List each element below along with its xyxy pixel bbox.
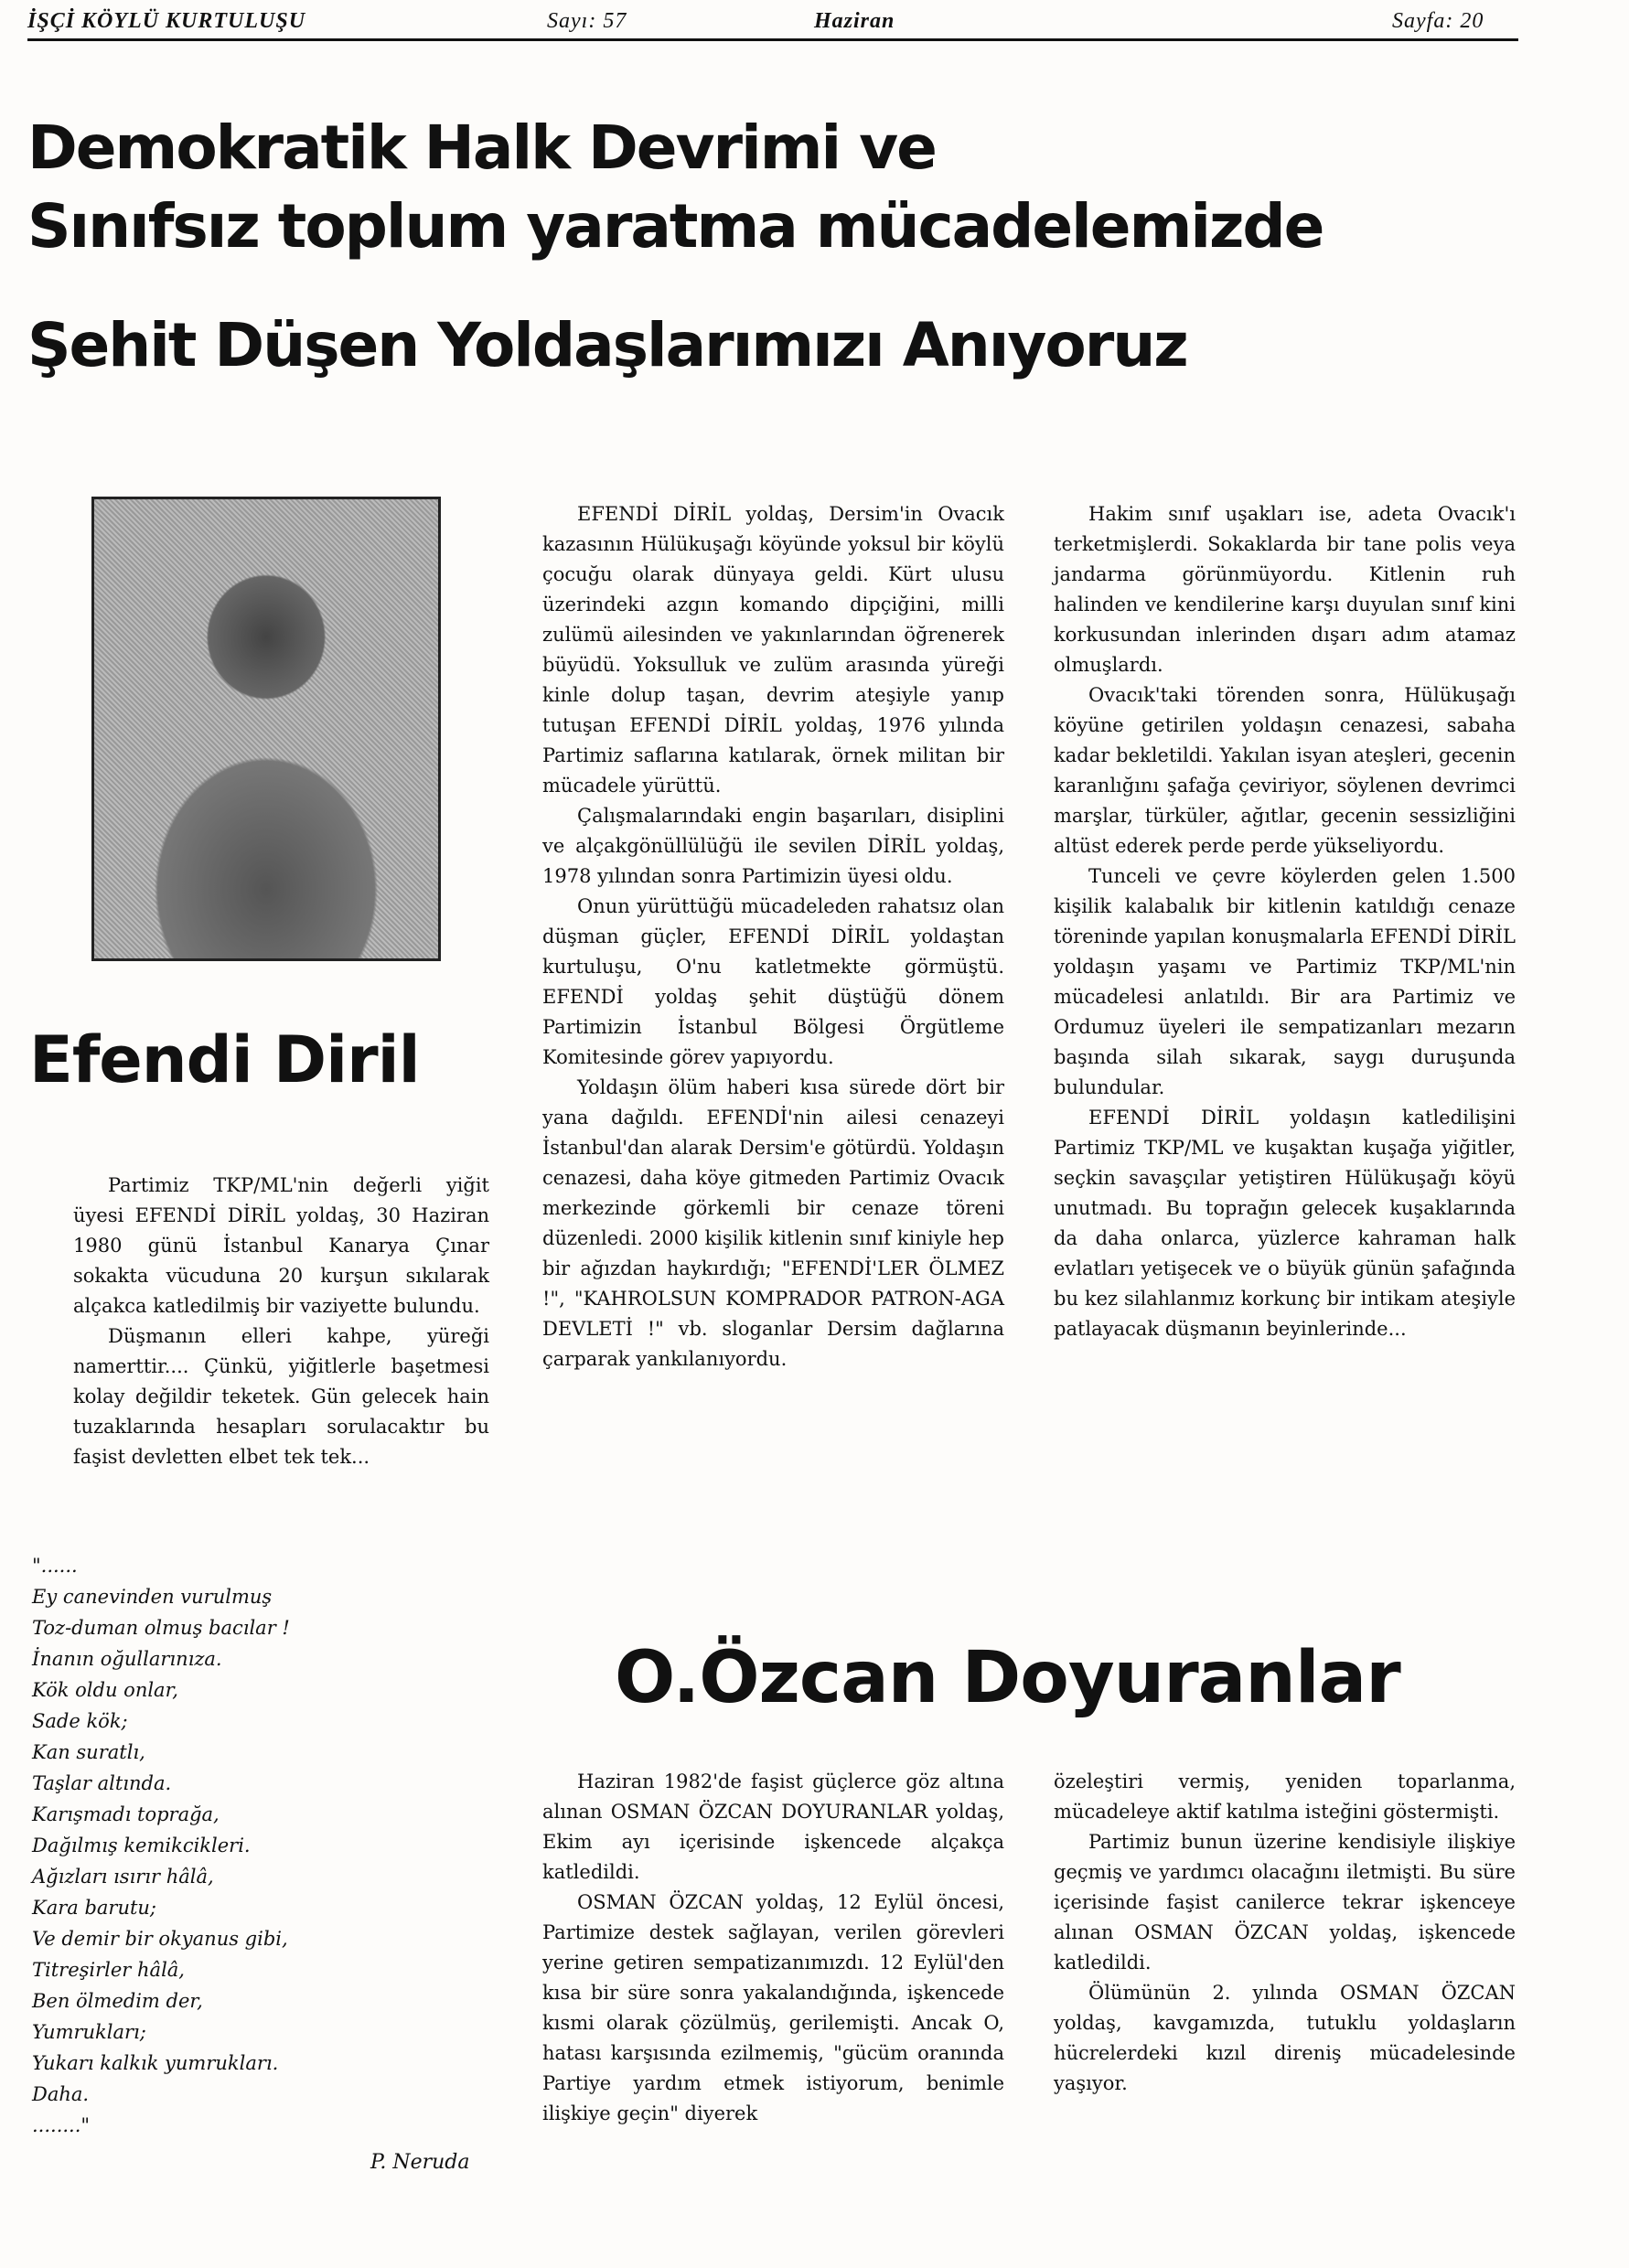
header-rule <box>27 38 1518 41</box>
paragraph: özeleştiri vermiş, yeniden toparlanma, mücadeleye aktif katılma isteğini göstermişti. <box>1054 1771 1516 1823</box>
paragraph: EFENDİ DİRİL yoldaş, Dersim'in Ovacık kazasının Hülükuşağı köyünde yoksul bir köylü çocuğu olarak dünyaya geldi. Kürt ulusu üzerindeki azgın komando dipçiğini, milli zulümü ailesinden ve yakınlarından öğrenerek büyüdü. Yoksulluk ve zulüm arasında yüreği kinle dolup taşan, devrim ateşiyle yanıp tutuşan EFENDİ DİRİL yoldaş, 1976 yılında Partimiz saflarına katılarak, örnek militan bir mücadele yürüttü. <box>542 503 1004 797</box>
paragraph: Çalışmalarındaki engin başarıları, disiplini ve alçakgönüllülüğü ile sevilen DİRİL yoldaş, 1978 yılından sonra Partimizin üyesi oldu. <box>542 805 1004 887</box>
poem-line: Kan suratlı, <box>32 1741 145 1763</box>
poem-line: Sade kök; <box>32 1710 128 1732</box>
poem-line: Kök oldu onlar, <box>32 1679 178 1701</box>
headline-line-1: Demokratik Halk Devrimi ve <box>27 112 936 183</box>
article1-column-1 <box>73 1171 489 1472</box>
paragraph: Partimiz bunun üzerine kendisiyle ilişkiye geçmiş ve yardımcı olacağını iletmişti. Bu süre içerisinde faşist canilerce tekrar işkenceye alınan OSMAN ÖZCAN yoldaş, işkencede katledildi. <box>1054 1831 1516 1974</box>
poem-line: Ben ölmedim der, <box>32 1990 203 2012</box>
poem-line: Kara barutu; <box>32 1897 157 1919</box>
publication-name: İŞÇİ KÖYLÜ KURTULUŞU <box>27 9 306 33</box>
paragraph: OSMAN ÖZCAN yoldaş, 12 Eylül öncesi, Partimize destek sağlayan, verilen görevleri yerine getiren sempatizanımızdı. 12 Eylül'den kısa bir süre sonra yakalandığında, işkencede kısmi olarak çözülmüş, gerilemişti. Ancak O, hatası karşısında ezilmemiş, "gücüm oranında Partiye yardım etmek istiyorum, benimle ilişkiye geçin" diyerek <box>542 1891 1004 2124</box>
paragraph: Onun yürüttüğü mücadeleden rahatsız olan düşman güçler, EFENDİ DİRİL yoldaştan kurtuluşu, O'nu katletmekte görmüştü. EFENDİ yoldaş şehit düştüğü dönem Partimizin İstanbul Bölgesi Örgütleme Komitesinde görev yapıyordu. <box>542 895 1004 1068</box>
page-number: Sayfa: 20 <box>1392 9 1484 33</box>
article2-column-1 <box>542 1767 1004 2129</box>
poem-line: ........" <box>32 2114 91 2136</box>
article2-column-2 <box>1054 1767 1516 2099</box>
portrait-photo <box>91 497 441 961</box>
paragraph: Tunceli ve çevre köylerden gelen 1.500 kişilik kalabalık bir kitlenin katıldığı cenaze töreninde yapılan konuşmalarla EFENDİ DİRİL yoldaşın yaşamı ve Partimiz TKP/ML'nin mücadelesi anlatıldı. Bir ara Partimiz ve Ordumuz üyeleri ile sempatizanları mezarın başında silah sıkarak, saygı duruşunda bulundular. <box>1054 865 1516 1098</box>
paragraph: Yoldaşın ölüm haberi kısa sürede dört bir yana dağıldı. EFENDİ'nin ailesi cenazeyi İstanbul'dan alarak Dersim'e götürdü. Yoldaşın cenazesi, daha köye gitmeden Partimiz Ovacık merkezinde görkemli bir cenaze töreni düzenledi. 2000 kişilik kitlenin sınıf kiniyle hep bir ağızdan haykırdığı; "EFENDİ'LER ÖLMEZ !", "KAHROLSUN KOMPRADOR PATRON-AGA DEVLETİ !" vb. sloganlar Dersim dağlarına çarparak yankılanıyordu. <box>542 1076 1004 1370</box>
poem-line: Toz-duman olmuş bacılar ! <box>32 1617 290 1639</box>
article1-column-3 <box>1054 499 1516 1344</box>
paragraph: Partimiz TKP/ML'nin değerli yiğit üyesi EFENDİ DİRİL yoldaş, 30 Haziran 1980 günü İstanbul Kanarya Çınar sokakta vücuduna 20 kurşun sıkılarak alçakca katledilmiş bir vaziyette bulundu. <box>73 1174 489 1317</box>
article-title-ozcan-doyuranlar: O.Özcan Doyuranlar <box>615 1637 1400 1719</box>
poem-line: İnanın oğullarınıza. <box>32 1648 222 1670</box>
headline-line-2: Sınıfsız toplum yaratma mücadelemizde <box>27 191 1324 262</box>
paragraph: Haziran 1982'de faşist güçlerce göz altına alınan OSMAN ÖZCAN DOYURANLAR yoldaş, Ekim ayı içerisinde işkencede alçakça katledildi. <box>542 1771 1004 1883</box>
paragraph: Hakim sınıf uşakları ise, adeta Ovacık'ı terketmişlerdi. Sokaklarda bir tane polis veya jandarma görünmüyordu. Kitlenin ruh halinden ve kendilerine karşı duyulan sınıf kini korkusundan inlerinden dışarı adım atamaz olmuşlardı. <box>1054 503 1516 676</box>
poem-author: P. Neruda <box>370 2151 470 2174</box>
paragraph: Düşmanın elleri kahpe, yüreği namerttir.... Çünkü, yiğitlerle başetmesi kolay değildir teketek. Gün gelecek hain tuzaklarında hesapları sorulacaktır bu faşist devletten elbet tek tek... <box>73 1325 489 1468</box>
poem-line: Ey canevinden vurulmuş <box>32 1586 273 1608</box>
poem-line: Yumrukları; <box>32 2021 146 2043</box>
issue-number: Sayı: 57 <box>547 9 627 33</box>
headline-line-3: Şehit Düşen Yoldaşlarımızı Anıyoruz <box>27 310 1187 380</box>
article-title-efendi-diril: Efendi Diril <box>29 1022 420 1097</box>
poem-line: Taşlar altında. <box>32 1772 172 1794</box>
poem-line: Karışmadı toprağa, <box>32 1803 220 1825</box>
paragraph: EFENDİ DİRİL yoldaşın katledilişini Partimiz TKP/ML ve kuşaktan kuşağa yiğitler, seçkin savaşçılar yetiştiren Hülükuşağı köyü unutmadı. Bu toprağın gelecek kuşaklarında da daha onlarca, yüzlerce kahraman halk evlatları yetişecek ve o büyük günün şafağında bu kez silahlanmız korkunç bir intikam ateşiyle patlayacak düşmanın beyinlerinde... <box>1054 1107 1516 1340</box>
poem-line: Yukarı kalkık yumrukları. <box>32 2052 279 2074</box>
poem-line: Titreşirler hâlâ, <box>32 1959 185 1981</box>
paragraph: Ovacık'taki törenden sonra, Hülükuşağı köyüne getirilen yoldaşın cenazesi, sabaha kadar bekletildi. Yakılan isyan ateşleri, gecenin karanlığını şafağa çeviriyor, söylenen devrimci marşlar, türküler, ağıtlar, gecenin sessizliğini altüst ederek perde perde yükseliyordu. <box>1054 684 1516 857</box>
poem-line: Ağızları ısırır hâlâ, <box>32 1866 214 1888</box>
issue-month: Haziran <box>814 9 895 33</box>
article1-column-2 <box>542 499 1004 1375</box>
poem-line: Ve demir bir okyanus gibi, <box>32 1928 288 1950</box>
poem-line: Daha. <box>32 2083 90 2105</box>
poem-line: "...... <box>32 1555 78 1577</box>
poem-line: Dağılmış kemikcikleri. <box>32 1835 251 1856</box>
paragraph: Ölümünün 2. yılında OSMAN ÖZCAN yoldaş, kavgamızda, tutuklu yoldaşların hücrelerdeki kızıl direniş mücadelesinde yaşıyor. <box>1054 1982 1516 2094</box>
poem <box>32 1550 498 2141</box>
